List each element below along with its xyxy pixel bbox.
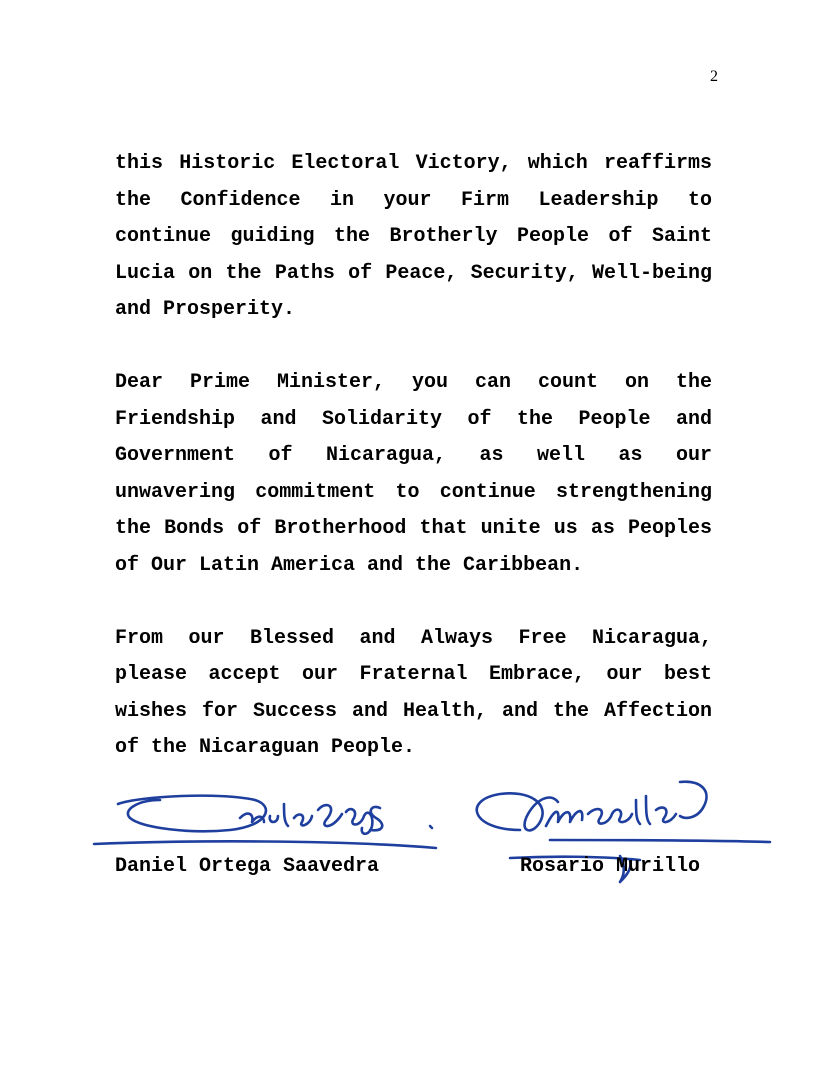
letter-body [115,146,712,767]
signatory-name-left: Daniel Ortega Saavedra [115,855,380,878]
letter-paragraph-2: Dear Prime Minister, you can count on the Friendship and Solidarity of the People and Government of Nicaragua, as well as our unwavering commitment to continue strengthening the Bonds of Brotherhood that unite us as Peoples of Our Latin America and the Caribbean. [115,371,712,577]
signature-daniel-ortega [94,796,436,848]
page-number: 2 [710,68,718,85]
signatory-name-right: Rosario Murillo [520,855,701,878]
letter-paragraph-3: From our Blessed and Always Free Nicaragua, please accept our Fraternal Embrace, our best wishes for Success and Health, and the Affection of the Nicaraguan People. [115,626,712,759]
handwritten-signatures [80,770,780,900]
signature-block [80,770,780,900]
letter-paragraph-1: this Historic Electoral Victory, which reaffirms the Confidence in your Firm Leadership to continue guiding the Brotherly People of Saint Lucia on the Paths of Peace, Security, Well-being and Prosperity. [115,152,712,321]
